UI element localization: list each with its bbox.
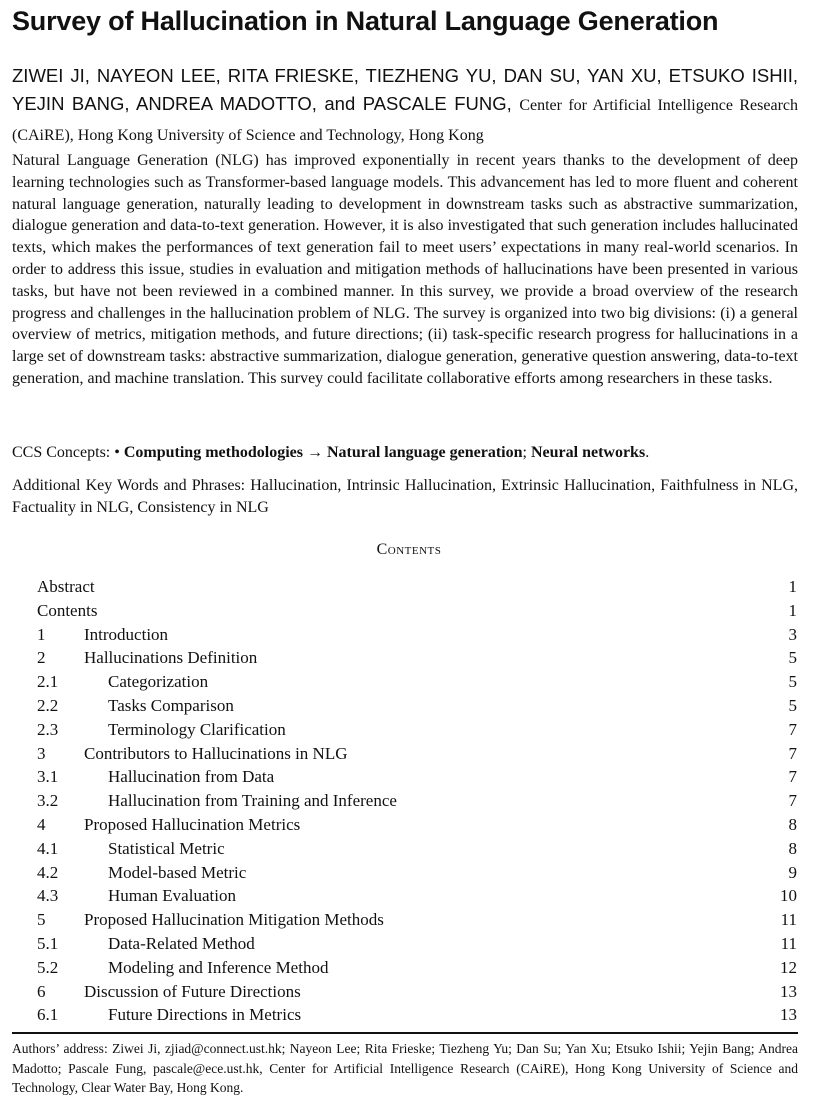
author-list (12, 62, 798, 150)
toc-entry[interactable] (37, 861, 797, 885)
toc-page: 12 (780, 957, 797, 977)
toc-number: 4.1 (37, 838, 59, 858)
ccs-concept: Neural networks (530, 444, 646, 461)
toc-entry[interactable] (37, 980, 797, 1004)
toc-number: 6 (37, 981, 46, 1001)
toc-label: Proposed Hallucination Metrics (84, 814, 301, 834)
toc-label: Future Directions in Metrics (108, 1005, 302, 1025)
toc-entry[interactable] (37, 884, 797, 908)
toc-number: 5.2 (37, 957, 59, 977)
toc-number: 5.1 (37, 933, 59, 953)
toc-page: 9 (788, 862, 797, 882)
toc-entry[interactable] (37, 765, 797, 789)
toc-page: 7 (788, 791, 797, 811)
toc-page: 5 (788, 672, 797, 692)
toc-label: Modeling and Inference Method (108, 957, 329, 977)
toc-label: Human Evaluation (108, 886, 236, 906)
toc-entry[interactable] (37, 575, 797, 599)
toc-entry[interactable] (37, 908, 797, 932)
toc-page: 13 (780, 981, 797, 1001)
contents-heading: Contents (376, 541, 442, 558)
toc-page: 7 (788, 719, 797, 739)
abstract: Natural Language Generation (NLG) has improved exponentially in recent years thanks to the development of deep learning technologies such as Transformer-based language models. This advancement has led to more fluent and coherent natural language generation, naturally leading to development in downstream tasks such as abstractive summarization, dialogue generation and data-to-text generation. However, it is also investigated that such generation includes hallucinated texts, which makes the performances of text generation fail to meet users’ expectations in many real-world scenarios. In order to address this issue, studies in evaluation and mitigation methods of hallucinations have been presented in various tasks, but have not been reviewed in a combined manner. In this survey, we provide a broad overview of the research progress and challenges in the hallucination problem of NLG. The survey is organized into two big divisions: (i) a general overview of metrics, mitigation methods, and future directions; (ii) task-specific research progress for hallucinations in a large set of downstream tasks: abstractive summarization, dialogue generation, generative question answering, data-to-text generation, and machine translation. This survey could facilitate collaborative efforts among researchers in these tasks. (12, 152, 798, 387)
keywords: Additional Key Words and Phrases: Hallucination, Intrinsic Hallucination, Extrinsic Hallucination, Faithfulness in NLG, Factuality in NLG, Consistency in NLG (12, 477, 798, 516)
toc-page: 7 (788, 767, 797, 787)
toc-entry[interactable] (37, 599, 797, 623)
toc-label: Contributors to Hallucinations in NLG (84, 743, 348, 763)
toc-number: 2 (37, 648, 46, 668)
toc-entry[interactable] (37, 623, 797, 647)
toc-page: 7 (788, 743, 797, 763)
toc-label: Introduction (84, 624, 169, 644)
toc-page: 11 (780, 933, 797, 953)
ccs-end: . (645, 444, 650, 461)
ccs-separator: ; (522, 444, 527, 461)
toc-number: 5 (37, 910, 46, 930)
toc-entry[interactable] (37, 694, 797, 718)
toc-number: 2.1 (37, 672, 59, 692)
toc-page: 5 (788, 648, 797, 668)
toc-page: 8 (788, 838, 797, 858)
toc-entry[interactable] (37, 956, 797, 980)
ccs-concepts (12, 442, 798, 464)
toc-number: 1 (37, 624, 46, 644)
toc-page: 1 (788, 577, 797, 596)
toc-page: 10 (780, 886, 797, 906)
toc-label: Hallucination from Data (108, 767, 275, 787)
authors-address-footnote: Authors’ address: Ziwei Ji, zjiad@connect.ust.hk; Nayeon Lee; Rita Frieske; Tiezheng Yu; Dan Su; Yan Xu; Etsuko Ishii; Yejin Bang; Andrea Madotto; Pascale Fung, pascale@ece.ust.hk, Center for Artificial Intelligence Research (CAiRE), Hong Kong University of Science and Technology, Clear Water Bay, Hong Kong. (12, 1041, 798, 1095)
toc-entry[interactable] (37, 789, 797, 813)
toc-page: 13 (780, 1005, 797, 1025)
toc-entry[interactable] (37, 1003, 797, 1027)
footnote-rule (12, 1032, 798, 1034)
toc-number: 3 (37, 743, 46, 763)
toc-page: 3 (788, 624, 797, 644)
toc-number: 6.1 (37, 1005, 59, 1025)
toc-label: Data-Related Method (108, 933, 255, 953)
toc-page: 8 (788, 814, 797, 834)
toc-label: Abstract (37, 577, 95, 596)
toc-entry[interactable] (37, 837, 797, 861)
toc-label: Hallucinations Definition (84, 648, 258, 668)
toc-label: Contents (37, 600, 98, 620)
toc-label: Discussion of Future Directions (84, 981, 301, 1001)
toc-number: 3.2 (37, 791, 59, 811)
affiliation: Center for Artificial Intelligence Research (CAiRE), Hong Kong University of Science and Technology, Hong Kong (12, 97, 798, 144)
ccs-concept: Computing methodologies → Natural language generation (123, 444, 523, 461)
toc-label: Proposed Hallucination Mitigation Methods (84, 910, 384, 930)
toc-number: 4.2 (37, 862, 59, 882)
ccs-label: CCS Concepts: • (12, 444, 120, 461)
toc-label: Statistical Metric (108, 838, 225, 858)
toc-label: Categorization (108, 672, 209, 692)
toc-page: 1 (788, 600, 797, 620)
toc-label: Terminology Clarification (108, 719, 286, 739)
toc-number: 2.2 (37, 695, 59, 715)
toc-entry[interactable] (37, 718, 797, 742)
toc-number: 3.1 (37, 767, 59, 787)
toc-entry[interactable] (37, 932, 797, 956)
toc-page: 11 (780, 910, 797, 930)
toc-entry[interactable] (37, 646, 797, 670)
toc-label: Hallucination from Training and Inference (108, 791, 397, 811)
table-of-contents (37, 575, 797, 1027)
toc-label: Model-based Metric (108, 862, 247, 882)
toc-number: 4 (37, 814, 46, 834)
toc-label: Tasks Comparison (108, 695, 234, 715)
paper-title: Survey of Hallucination in Natural Language Generation (12, 6, 719, 36)
authors: ZIWEI JI, NAYEON LEE, RITA FRIESKE, TIEZHENG YU, DAN SU, YAN XU, ETSUKO ISHII, YEJIN BANG, ANDREA MADOTTO, and PASCALE FUNG, (12, 65, 798, 114)
toc-number: 2.3 (37, 719, 59, 739)
toc-entry[interactable] (37, 813, 797, 837)
toc-page: 5 (788, 695, 797, 715)
toc-number: 4.3 (37, 886, 59, 906)
toc-entry[interactable] (37, 742, 797, 766)
toc-entry[interactable] (37, 670, 797, 694)
